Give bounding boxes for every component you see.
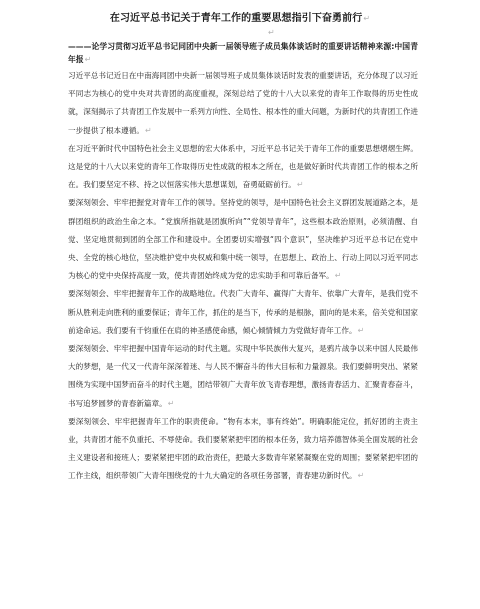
subtitle-text: ———论学习贯彻习近平总书记同团中央新一届领导班子成员集体谈话时的重要讲话精神来源:中国青年报	[68, 42, 418, 64]
paragraph-mark-icon: ↵	[167, 398, 175, 408]
paragraph-mark-icon: ↵	[334, 271, 342, 281]
title-text: 在习近平总书记关于青年工作的重要思想指引下奋勇前行	[109, 13, 363, 24]
empty-line-mark: ↵	[268, 28, 275, 37]
paragraph-mark-icon: ↵	[296, 180, 304, 190]
paragraph-2	[68, 140, 418, 195]
paragraph-mark-icon: ↵	[357, 471, 365, 481]
paragraph-6	[68, 413, 418, 486]
document-subtitle	[68, 40, 418, 66]
document-title	[0, 12, 480, 26]
paragraph-mark-icon: ↵	[144, 125, 152, 135]
paragraph-text: 要深刻领会、牢牢把握中国青年运动的时代主题。实现中华民族伟大复兴，是鸦片战争以来中国人民最伟大的梦想，是一代又一代青年深深着迷、与人民不懈奋斗的伟大目标和力量源泉。我们要鲜明突出、紧紧围绕为实现中国梦而奋斗的时代主题，团结带领广大青年放飞青春理想，激扬青春活力、汇聚青春奋斗，书写追梦圆梦的青春新篇章。	[68, 344, 418, 408]
paragraph-4	[68, 285, 418, 340]
paragraph-3	[68, 194, 418, 285]
paragraph-text: 在习近平新时代中国特色社会主义思想的宏大体系中，习近平总书记关于青年工作的重要思想熠熠生辉。这是党的十八大以来党的青年工作取得历史性成就的根本之所在，也是做好新时代共青团工作的根本之所在。我们要坚定不移、持之以恒落实伟大思想谋划，奋勇砥砺前行。	[68, 143, 418, 190]
paragraph-mark-icon: ↵	[84, 55, 92, 64]
paragraph-mark-icon: ↵	[357, 325, 365, 335]
paragraph-text: 要深刻领会、牢牢把握党对青年工作的领导。坚持党的领导，是中国特色社会主义群团发展道路之本，是群团组织的政治生命之本。“党旗所指就是团旗所向”“党领导青年”，这些根本政治原则，必须清醒、自觉、坚定地贯彻到团的全部工作和建设中。全团要切实增强“四个意识”，坚决维护习近平总书记在党中央、全党的核心地位，坚决维护党中央权威和集中统一领导，在思想上、政治上、行动上同以习近平同志为核心的党中央保持高度一致，使共青团始终成为党的忠实助手和可靠后备军。	[68, 198, 418, 281]
paragraph-1	[68, 67, 418, 140]
paragraph-text: 习近平总书记近日在中南海同团中央新一届领导班子成员集体谈话时发表的重要讲话，充分体现了以习近平同志为核心的党中央对共青团的高度重视，深刻总结了党的十八大以来党的青年工作取得的历史性成就，深刻揭示了共青团工作发展中一系列方向性、全局性、根本性的重大问题，为新时代的共青团工作进一步提供了根本遵循。	[68, 71, 418, 135]
paragraph-mark-icon: ↵	[363, 14, 371, 23]
paragraph-text: 要深刻领会、牢牢把握青年工作的职责使命。“物有本末，事有终始”。明确职能定位，抓好团的主责主业，共青团才能不负重托、不辱使命。我们要紧紧把牢团的根本任务，致力培养德智体美全面发展的社会主义建设者和接班人；要紧紧把牢团的政治责任，把最大多数青年紧紧凝聚在党的周围；要紧紧把牢团的工作主线，组织带领广大青年围绕党的十九大确定的各项任务部署，青春建功新时代。	[68, 416, 418, 481]
paragraph-text: 要深刻领会、牢牢把握青年工作的战略地位。代表广大青年、赢得广大青年、依靠广大青年，是我们党不断从胜利走向胜利的重要保证；青年工作，抓住的是当下，传承的是根脉，面向的是未来，倍关党和国家前途命运。我们要有千钧重任在肩的神圣感使命感，倾心倾情倾力为党做好青年工作。	[68, 289, 418, 335]
paragraph-5	[68, 340, 418, 413]
document-body	[68, 40, 418, 486]
